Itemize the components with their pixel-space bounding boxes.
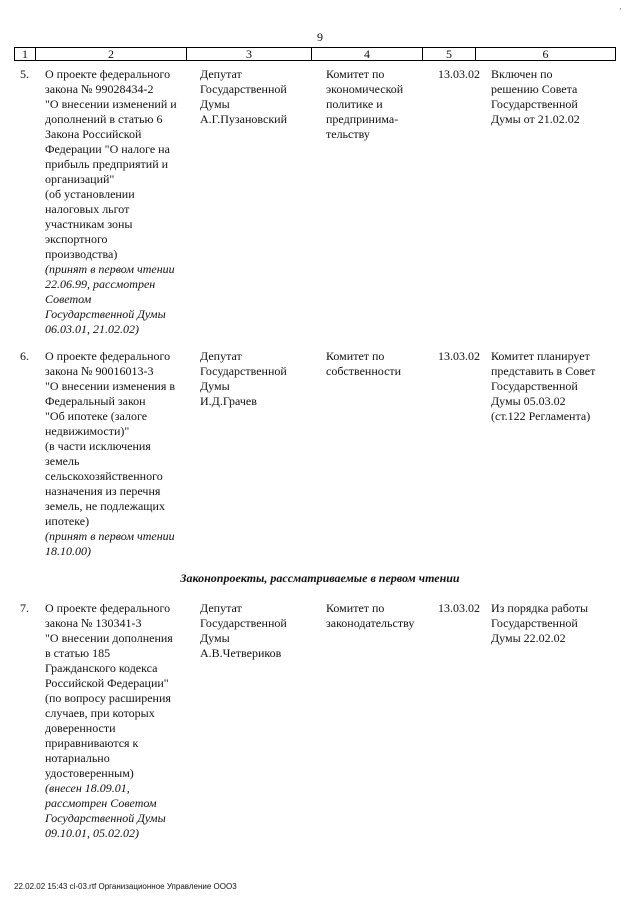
- bill-title-line: "Об ипотеке (залоге: [45, 409, 148, 423]
- bill-author-line: Государственной: [200, 82, 287, 96]
- bill-author: [200, 349, 318, 409]
- bill-author-line: Думы: [200, 97, 230, 111]
- bill-author-line: Думы: [200, 379, 230, 393]
- column-header-4: 4: [312, 48, 423, 61]
- section-title: Законопроекты, рассматриваемые в первом чтении: [180, 571, 460, 585]
- responsible-committee-line: Комитет по: [326, 601, 385, 615]
- item-number: 7.: [20, 601, 29, 615]
- responsible-committee: [326, 601, 432, 631]
- bill-status-line: Комитет планирует: [491, 349, 590, 363]
- bill-title-line: закона № 90016013-3: [45, 364, 154, 378]
- bill-title-line: О проекте федерального: [45, 349, 171, 363]
- responsible-committee-line: Комитет по: [326, 67, 385, 81]
- bill-author-line: Думы: [200, 631, 230, 645]
- bill-title-line: приравниваются к: [45, 736, 139, 750]
- bill-status-line: Государственной: [491, 97, 578, 111]
- bill-note-line: Государственной Думы: [45, 307, 166, 321]
- bill-title-line: недвижимости)": [45, 424, 130, 438]
- bill-title: [45, 601, 195, 841]
- bill-status-line: Думы от 21.02.02: [491, 112, 580, 126]
- bill-title-line: (об установлении: [45, 187, 135, 201]
- bill-status: [491, 67, 617, 127]
- bill-title: [45, 349, 195, 559]
- bill-title-line: сельскохозяйственного: [45, 469, 163, 483]
- bill-title-line: нотариально: [45, 751, 110, 765]
- consideration-date: 13.03.02: [438, 67, 480, 81]
- responsible-committee-line: предпринима-: [326, 112, 399, 126]
- responsible-committee: [326, 67, 432, 142]
- bill-title-line: земель, не подлежащих: [45, 499, 165, 513]
- bill-note-line: 18.10.00): [45, 544, 91, 558]
- bill-title-line: Российской Федерации": [45, 676, 169, 690]
- bill-author-line: А.В.Четвериков: [200, 646, 282, 660]
- bill-title-line: назначения из перечня: [45, 484, 161, 498]
- column-header-5: 5: [423, 48, 476, 61]
- bill-author-line: Депутат: [200, 67, 242, 81]
- bill-title-line: Федерации "О налоге на: [45, 142, 170, 156]
- column-header-3: 3: [187, 48, 312, 61]
- bill-status-line: решению Совета: [491, 82, 578, 96]
- bill-title-line: земель: [45, 454, 80, 468]
- bill-title-line: удостоверенным): [45, 766, 134, 780]
- bill-status-line: Включен по: [491, 67, 553, 81]
- bill-title-line: (по вопросу расширения: [45, 691, 171, 705]
- consideration-date: 13.03.02: [438, 349, 480, 363]
- bill-status: [491, 601, 617, 646]
- bill-title-line: организаций": [45, 172, 115, 186]
- bill-title-line: "О внесении дополнения: [45, 631, 173, 645]
- column-header-6: 6: [476, 48, 616, 61]
- bill-author-line: И.Д.Грачев: [200, 394, 257, 408]
- responsible-committee: [326, 349, 432, 379]
- bill-note-line: 06.03.01, 21.02.02): [45, 322, 139, 336]
- bill-status-line: Государственной: [491, 379, 578, 393]
- bill-title-line: Закона Российской: [45, 127, 142, 141]
- bill-title-line: ипотеке): [45, 514, 90, 528]
- corner-mark: ·: [619, 4, 622, 14]
- bill-title-line: прибыль предприятий и: [45, 157, 169, 171]
- bill-title-line: участникам зоны: [45, 217, 133, 231]
- bill-author-line: А.Г.Пузановский: [200, 112, 287, 126]
- bill-note-line: (внесен 18.09.01,: [45, 781, 130, 795]
- bill-status-line: (ст.122 Регламента): [491, 409, 591, 423]
- consideration-date: 13.03.02: [438, 601, 480, 615]
- bill-title-line: дополнений в статью 6: [45, 112, 163, 126]
- responsible-committee-line: политике и: [326, 97, 383, 111]
- bill-note-line: (принят в первом чтении: [45, 529, 175, 543]
- column-header-2: 2: [36, 48, 187, 61]
- bill-status-line: Думы 22.02.02: [491, 631, 566, 645]
- item-number: 6.: [20, 349, 29, 363]
- bill-title-line: О проекте федерального: [45, 601, 171, 615]
- bill-title-line: Федеральный закон: [45, 394, 146, 408]
- bill-note-line: 22.06.99, рассмотрен: [45, 277, 156, 291]
- bill-title-line: "О внесении изменений и: [45, 97, 177, 111]
- bill-status-line: Думы 05.03.02: [491, 394, 566, 408]
- bill-author-line: Депутат: [200, 601, 242, 615]
- bill-author-line: Депутат: [200, 349, 242, 363]
- bill-title-line: (в части исключения: [45, 439, 151, 453]
- responsible-committee-line: собственности: [326, 364, 402, 378]
- bill-status-line: Из порядка работы: [491, 601, 589, 615]
- bill-title-line: закона № 99028434-2: [45, 82, 154, 96]
- bill-title-line: "О внесении изменения в: [45, 379, 176, 393]
- bill-author: [200, 601, 318, 661]
- bill-status: [491, 349, 617, 424]
- column-header-table: [14, 47, 616, 61]
- bill-title-line: доверенности: [45, 721, 116, 735]
- bill-title-line: О проекте федерального: [45, 67, 171, 81]
- bill-title-line: Гражданского кодекса: [45, 661, 158, 675]
- item-number: 5.: [20, 67, 29, 81]
- page-number: 9: [317, 30, 323, 44]
- responsible-committee-line: Комитет по: [326, 349, 385, 363]
- responsible-committee-line: экономической: [326, 82, 404, 96]
- responsible-committee-line: законодательству: [326, 616, 415, 630]
- bill-status-line: представить в Совет: [491, 364, 596, 378]
- bill-status-line: Государственной: [491, 616, 578, 630]
- column-header-1: 1: [15, 48, 36, 61]
- bill-note-line: Советом: [45, 292, 92, 306]
- bill-title-line: закона № 130341-3: [45, 616, 142, 630]
- bill-title-line: налоговых льгот: [45, 202, 130, 216]
- bill-author: [200, 67, 318, 127]
- bill-title-line: в статью 185: [45, 646, 111, 660]
- bill-title-line: производства): [45, 247, 118, 261]
- bill-title: [45, 67, 195, 337]
- bill-title-line: случаев, при которых: [45, 706, 155, 720]
- responsible-committee-line: тельству: [326, 127, 370, 141]
- bill-note-line: Государственной Думы: [45, 811, 166, 825]
- bill-note-line: 09.10.01, 05.02.02): [45, 826, 139, 840]
- bill-author-line: Государственной: [200, 616, 287, 630]
- bill-author-line: Государственной: [200, 364, 287, 378]
- bill-note-line: (принят в первом чтении: [45, 262, 175, 276]
- bill-title-line: экспортного: [45, 232, 108, 246]
- bill-note-line: рассмотрен Советом: [45, 796, 157, 810]
- page-footer: 22.02.02 15:43 cl-03.rtf Организационное Управление ООО3: [14, 882, 237, 891]
